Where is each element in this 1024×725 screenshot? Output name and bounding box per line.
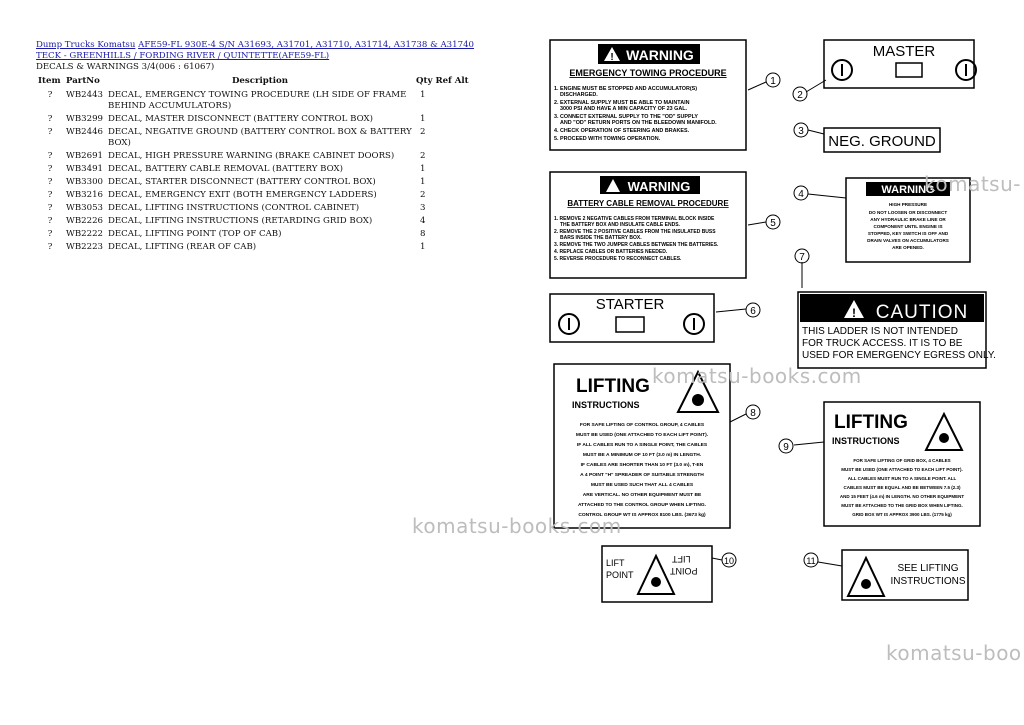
cell-part: WB2443	[66, 90, 104, 100]
table-row	[36, 126, 476, 150]
table-row	[36, 163, 476, 176]
d1-line: 3000 PSI AND HAVE A MIN CAPACITY OF 23 GAL.	[560, 106, 688, 112]
d7-line: THIS LADDER IS NOT INTENDED	[802, 326, 958, 337]
d5-line: 2. REMOVE THE 2 POSITIVE CABLES FROM THE INSULATED BUSS	[554, 229, 716, 235]
d11-line2: INSTRUCTIONS	[890, 576, 966, 587]
cell-qty: 3	[420, 203, 426, 213]
cell-qty: 4	[420, 216, 426, 226]
col-qty-ref-alt: Qty Ref Alt	[416, 76, 469, 86]
d11-line1: SEE LIFTING	[897, 563, 959, 574]
cell-item: ?	[47, 151, 53, 161]
d9-line: GRID BOX WT IS APPROX 3900 LBS. (1775 kg)	[852, 512, 952, 517]
cell-desc: DECAL, NEGATIVE GROUND (BATTERY CONTROL BOX & BATTERY BOX)	[108, 127, 412, 148]
d1-line: AND "OD" RETURN PORTS ON THE BLEEDOWN MANIFOLD.	[560, 120, 717, 126]
callout-3: 3	[798, 126, 804, 137]
cell-desc: DECAL, LIFTING (REAR OF CAB)	[108, 242, 257, 252]
table-row	[36, 150, 476, 163]
d4-line: HIGH PRESSURE	[888, 202, 928, 207]
d8-line: IF CABLES ARE SHORTER THAN 10 FT (3.0 m), T-EN	[580, 463, 704, 468]
cell-desc: DECAL, LIFTING INSTRUCTIONS (RETARDING GRID BOX)	[108, 216, 373, 226]
d9-line: MUST BE ATTACHED TO THE GRID BOX WHEN LIFTING.	[841, 503, 963, 508]
d1-line: 3. CONNECT EXTERNAL SUPPLY TO THE "OD" SUPPLY	[554, 114, 698, 120]
decals-illustration	[540, 30, 1024, 630]
cell-item: ?	[47, 114, 53, 124]
cell-item: ?	[47, 229, 53, 239]
callout-2: 2	[797, 90, 803, 101]
d1-line: 1. ENGINE MUST BE STOPPED AND ACCUMULATOR(S)	[554, 86, 698, 92]
d8-line: IF ALL CABLES RUN TO A SINGLE POINT, THE CABLES	[576, 443, 708, 448]
decal-caution-ladder	[798, 292, 996, 368]
cell-item: ?	[47, 242, 53, 252]
cell-qty: 1	[420, 177, 426, 187]
decal-lifting-control	[554, 364, 730, 528]
d4-title: WARNING	[881, 184, 935, 196]
d8-line: A 4 POINT "H" SPREADER OF SUITABLE STRENGTH	[580, 473, 704, 478]
d8-line: MUST BE A MINIMUM OF 10 FT (3.0 m) IN LENGTH.	[582, 453, 702, 458]
cell-item: ?	[47, 164, 53, 174]
cell-qty: 1	[420, 242, 426, 252]
table-row	[36, 215, 476, 228]
d4-line: ARE OPENED.	[892, 245, 924, 250]
callout-10: 10	[723, 556, 735, 566]
d8-line: CONTROL GROUP WT IS APPROX 8100 LBS. (3673 kg)	[578, 513, 706, 518]
cell-qty: 1	[420, 114, 426, 124]
cell-desc: DECAL, STARTER DISCONNECT (BATTERY CONTROL BOX)	[108, 177, 376, 187]
d7-line: USED FOR EMERGENCY EGRESS ONLY.	[802, 350, 996, 361]
decal-master	[824, 40, 976, 88]
table-row	[36, 189, 476, 202]
callout-4: 4	[798, 189, 804, 200]
d10-left: LIFT	[606, 558, 625, 568]
decal-lift-point	[602, 546, 712, 602]
decal-lifting-grid	[824, 402, 980, 526]
d8-line: MUST BE USED SUCH THAT ALL 4 CABLES	[590, 483, 694, 488]
d9-sub: INSTRUCTIONS	[832, 436, 900, 446]
cell-item: ?	[47, 203, 53, 213]
d4-line: DRAIN VALVES ON ACCUMULATORS	[867, 238, 949, 243]
cell-qty: 1	[420, 164, 426, 174]
cell-desc: DECAL, MASTER DISCONNECT (BATTERY CONTROL BOX)	[108, 114, 373, 124]
d6-title: STARTER	[595, 296, 665, 313]
cell-part: WB3216	[66, 190, 104, 200]
cell-qty: 8	[420, 229, 426, 239]
d4-line: COMPONENT UNTIL ENGINE IS	[873, 224, 943, 229]
cell-part: WB3299	[66, 114, 104, 124]
callout-8: 8	[750, 408, 756, 419]
cell-qty: 1	[420, 90, 426, 100]
page-subtitle: DECALS & WARNINGS 3/4(006 : 61067)	[36, 62, 215, 72]
callout-5: 5	[770, 218, 776, 229]
watermark-partial: komatsu-	[924, 172, 1021, 196]
d9-line: ALL CABLES MUST RUN TO A SINGLE POINT. ALL	[847, 476, 957, 481]
table-row	[36, 202, 476, 215]
parts-table	[36, 76, 476, 254]
table-row	[36, 228, 476, 241]
svg-text:!: !	[852, 306, 856, 320]
cell-item: ?	[47, 177, 53, 187]
d9-line: AND 15 FEET (4.6 m) IN LENGTH. NO OTHER EQUIPMENT	[839, 494, 965, 499]
cell-item: ?	[47, 127, 53, 137]
d4-line: DO NOT LOOSEN OR DISCONNECT	[868, 210, 948, 215]
table-row	[36, 176, 476, 189]
d8-line: ARE VERTICAL. NO OTHER EQUIPMENT MUST BE	[582, 493, 702, 498]
table-header-row	[36, 76, 476, 89]
d7-title: CAUTION	[875, 302, 969, 323]
d5-title: WARNING	[627, 179, 691, 194]
cell-desc: DECAL, LIFTING POINT (TOP OF CAB)	[108, 229, 282, 239]
breadcrumb-link-dump-trucks[interactable]: Dump Trucks Komatsu	[36, 40, 136, 50]
d8-line: MUST BE USED (ONE ATTACHED TO EACH LIFT POINT).	[575, 433, 709, 438]
d5-line: BARS INSIDE THE BATTERY BOX.	[560, 235, 642, 241]
cell-part: WB2226	[66, 216, 104, 226]
d7-line: FOR TRUCK ACCESS. IT IS TO BE	[802, 338, 963, 349]
decal-starter	[550, 294, 714, 342]
table-row	[36, 89, 476, 113]
cell-desc: DECAL, EMERGENCY TOWING PROCEDURE (LH SIDE OF FRAME BEHIND ACCUMULATORS)	[108, 90, 407, 111]
breadcrumb-link-model[interactable]: AFE59-FL 930E-4 S/N A31693, A31701, A31710, A31714, A31738 & A31740	[138, 40, 475, 50]
col-description: Description	[231, 76, 288, 86]
d5-line: 1. REMOVE 2 NEGATIVE CABLES FROM TERMINAL BLOCK INSIDE	[554, 216, 715, 222]
col-partno: PartNo	[66, 76, 100, 86]
col-item: Item	[38, 76, 61, 86]
cell-part: WB2691	[66, 151, 104, 161]
cell-desc: DECAL, EMERGENCY EXIT (BOTH EMERGENCY LADDERS)	[108, 190, 377, 200]
d1-line: DISCHARGED.	[560, 92, 598, 98]
decal-neg-ground	[824, 128, 940, 152]
decal-see-lifting	[842, 550, 968, 600]
cell-part: WB2446	[66, 127, 104, 137]
d1-title: WARNING	[626, 47, 694, 63]
cell-desc: DECAL, LIFTING INSTRUCTIONS (CONTROL CABINET)	[108, 203, 360, 213]
breadcrumb	[36, 40, 476, 62]
d8-line: FOR SAFE LIFTING OF CONTROL GROUP, 4 CABLES	[579, 423, 705, 428]
cell-qty: 2	[420, 127, 426, 137]
watermark: komatsu-books.com	[652, 364, 862, 388]
d5-line: 5. REVERSE PROCEDURE TO RECONNECT CABLES.	[554, 256, 682, 262]
callout-11: 11	[806, 556, 816, 566]
callout-9: 9	[783, 442, 789, 453]
parts-list-panel	[36, 40, 476, 254]
cell-desc: DECAL, HIGH PRESSURE WARNING (BRAKE CABINET DOORS)	[108, 151, 395, 161]
table-row	[36, 113, 476, 126]
cell-part: WB2223	[66, 242, 104, 252]
svg-text:!: !	[610, 52, 614, 63]
cell-item: ?	[47, 190, 53, 200]
d10-right2: POINT	[670, 566, 698, 576]
watermark-partial: komatsu-boo	[886, 641, 1022, 665]
cell-item: ?	[47, 90, 53, 100]
d10-right: LIFT	[672, 554, 691, 564]
d4-line: STOPPED, KEY SWITCH IS OFF AND	[867, 231, 949, 236]
cell-desc: DECAL, BATTERY CABLE REMOVAL (BATTERY BOX)	[108, 164, 343, 174]
d1-line: 2. EXTERNAL SUPPLY MUST BE ABLE TO MAINTAIN	[554, 100, 690, 106]
cell-part: WB3491	[66, 164, 104, 174]
d8-line: ATTACHED TO THE CONTROL GROUP WHEN LIFTING.	[577, 503, 707, 508]
cell-qty: 2	[420, 190, 426, 200]
d1-line: 5. PROCEED WITH TOWING OPERATION.	[554, 136, 661, 142]
callout-1: 1	[770, 76, 776, 87]
cell-item: ?	[47, 216, 53, 226]
decal-emergency-towing	[550, 40, 746, 150]
cell-part: WB3053	[66, 203, 104, 213]
d10-left2: POINT	[606, 570, 634, 580]
d5-line: 3. REMOVE THE TWO JUMPER CABLES BETWEEN THE BATTERIES.	[554, 242, 719, 248]
d9-line: MUST BE USED (ONE ATTACHED TO EACH LIFT POINT).	[841, 467, 963, 472]
d3-title: NEG. GROUND	[828, 133, 936, 150]
cell-qty: 2	[420, 151, 426, 161]
d1-sub: EMERGENCY TOWING PROCEDURE	[569, 68, 727, 78]
d8-title: LIFTING	[576, 376, 650, 397]
table-row	[36, 241, 476, 254]
d9-line: FOR SAFE LIFTING OF GRID BOX, 4 CABLES	[853, 458, 951, 463]
d2-title: MASTER	[872, 43, 936, 60]
d9-title: LIFTING	[834, 412, 908, 433]
breadcrumb-link-site[interactable]: TECK - GREENHILLS / FORDING RIVER / QUINTETTE(AFE59-FL)	[36, 51, 330, 61]
d5-line: THE BATTERY BOX AND INSULATE CABLE ENDS.	[560, 222, 680, 228]
callout-7: 7	[799, 252, 805, 263]
d9-line: CABLES MUST BE EQUAL AND BE BETWEEN 7.5 (2.3)	[843, 485, 961, 490]
d5-line: 4. REPLACE CABLES OR BATTERIES NEEDED.	[554, 249, 668, 255]
decal-battery-cable	[550, 172, 746, 278]
d1-line: 4. CHECK OPERATION OF STEERING AND BRAKES.	[554, 128, 690, 134]
cell-part: WB2222	[66, 229, 104, 239]
d8-sub: INSTRUCTIONS	[572, 400, 640, 410]
callout-6: 6	[750, 306, 756, 317]
cell-part: WB3300	[66, 177, 104, 187]
decals-diagram	[540, 30, 1024, 630]
d4-line: ANY HYDRAULIC BRAKE LINE OR	[870, 217, 946, 222]
watermark: komatsu-books.com	[412, 514, 622, 538]
d5-sub: BATTERY CABLE REMOVAL PROCEDURE	[567, 199, 729, 208]
